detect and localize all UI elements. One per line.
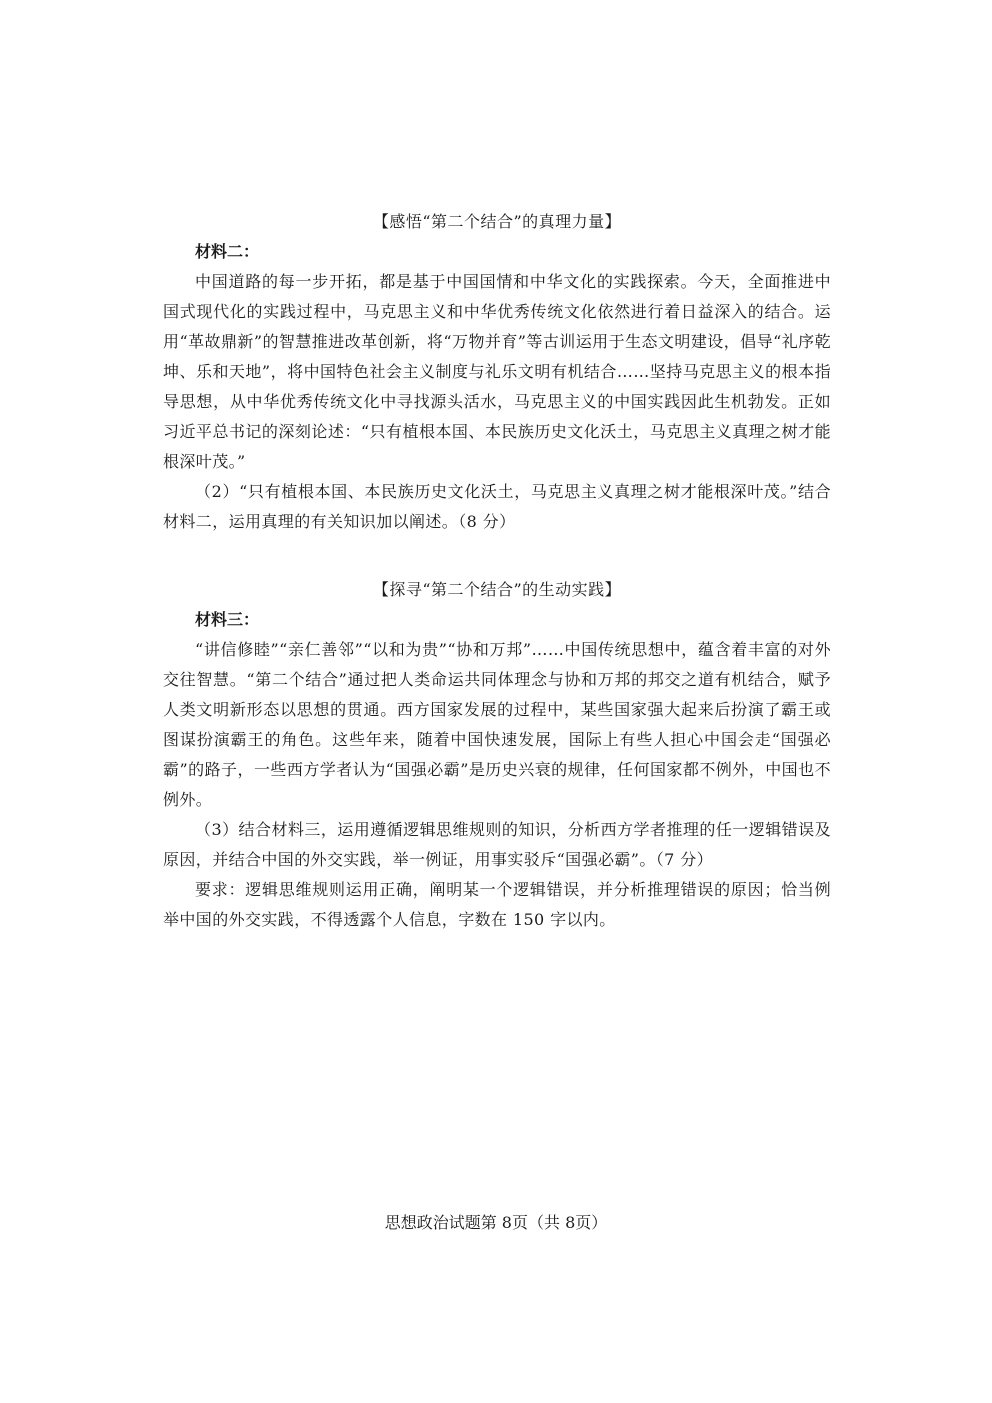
material-label: 材料二： [195, 242, 260, 261]
page-footer: 思想政治试题第 8页（共 8页） [384, 1213, 608, 1232]
section-material-three [163, 575, 831, 935]
section-heading: 【感悟“第二个结合”的真理力量】 [372, 212, 622, 231]
material-paragraph: “讲信修睦”“亲仁善邻”“以和为贵”“协和万邦”……中国传统思想中，蕴含着丰富的对外交往智慧。“第二个结合”通过把人类命运共同体理念与协和万邦的邦交之道有机结合，赋予人类文明新形态以思想的贯通。西方国家发展的过程中，某些国家强大起来后扮演了霸王或图谋扮演霸王的角色。这些年来，随着中国快速发展，国际上有些人担心中国会走“国强必霸”的路子，一些西方学者认为“国强必霸”是历史兴衰的规律，任何国家都不例外，中国也不例外。 [163, 640, 831, 809]
section-material-two [163, 207, 831, 537]
section-heading: 【探寻“第二个结合”的生动实践】 [372, 580, 622, 599]
question-three: （3）结合材料三，运用遵循逻辑思维规则的知识，分析西方学者推理的任一逻辑错误及原因，并结合中国的外交实践，举一例证，用事实驳斥“国强必霸”。（7 分） [163, 820, 831, 869]
material-label: 材料三： [195, 610, 260, 629]
answer-requirement: 要求：逻辑思维规则运用正确，阐明某一个逻辑错误，并分析推理错误的原因；恰当例举中国的外交实践，不得透露个人信息，字数在 150 字以内。 [163, 880, 831, 929]
material-paragraph: 中国道路的每一步开拓，都是基于中国国情和中华文化的实践探索。今天，全面推进中国式现代化的实践过程中，马克思主义和中华优秀传统文化依然进行着日益深入的结合。运用“革故鼎新”的智慧推进改革创新，将“万物并育”等古训运用于生态文明建设，倡导“礼序乾坤、乐和天地”，将中国特色社会主义制度与礼乐文明有机结合……坚持马克思主义的根本指导思想，从中华优秀传统文化中寻找源头活水，马克思主义的中国实践因此生机勃发。正如习近平总书记的深刻论述：“只有植根本国、本民族历史文化沃土，马克思主义真理之树才能根深叶茂。” [163, 272, 831, 471]
question-two: （2）“只有植根本国、本民族历史文化沃土，马克思主义真理之树才能根深叶茂。”结合材料二，运用真理的有关知识加以阐述。（8 分） [163, 482, 831, 531]
